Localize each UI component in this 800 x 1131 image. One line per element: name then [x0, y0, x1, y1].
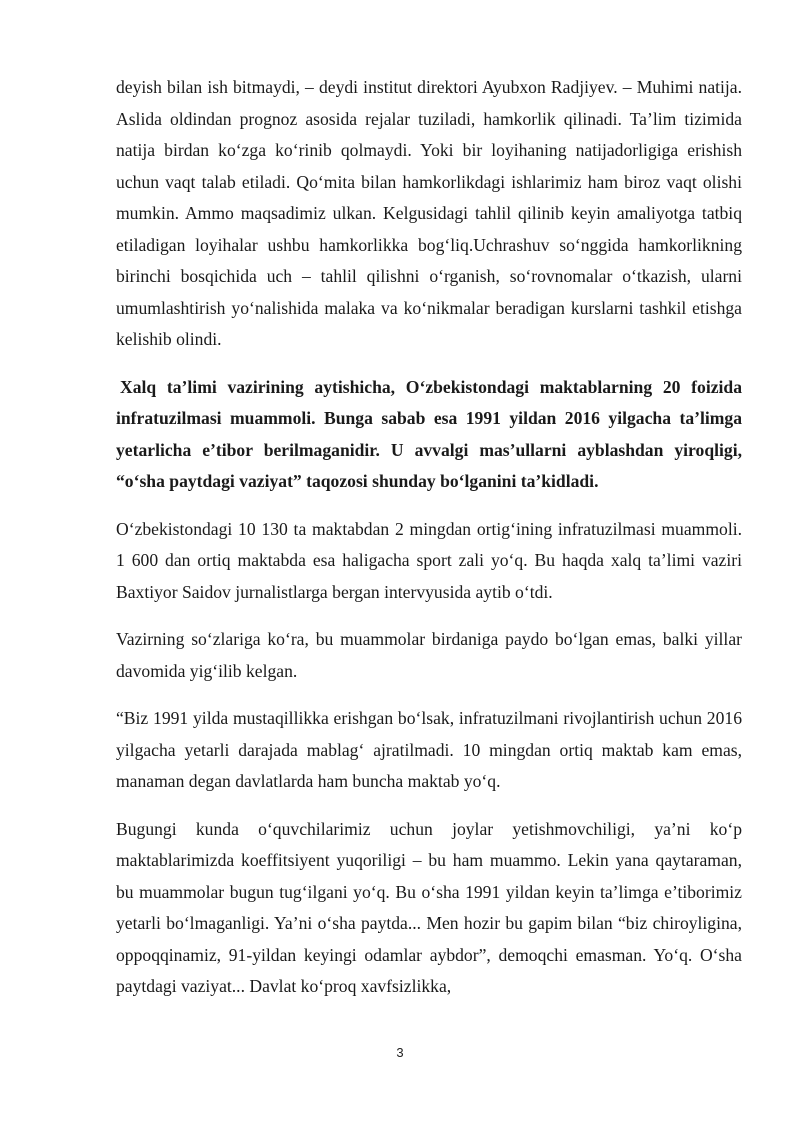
page-number: 3 — [396, 1045, 404, 1060]
paragraph-today-problems: Bugungi kunda o‘quvchilarimiz uchun joylar yetishmovchiligi, ya’ni ko‘p maktablarimizda koeffitsiyent yuqoriligi – bu ham muammo. Lekin yana qaytaraman, bu muammolar bugun tug‘ilgani yo‘q. Bu o‘sha 1991 yildan keyin ta’limga e’tiborimiz yetarli bo‘lmaganligi. Ya’ni o‘sha paytda... Men hozir bu gapim bilan “biz chiroyligina, oppoqqinamiz, 91-yildan keyingi odamlar aybdor”, demoqchi emasman. Yo‘q. O‘sha paytdagi vaziyat... Davlat ko‘proq xavfsizlikka, — [116, 818, 742, 996]
paragraph-minister-summary: Xalq ta’limi vazirining aytishicha, O‘zbekistondagi maktablarning 20 foizida infratuzilmasi muammoli. Bunga sabab esa 1991 yildan 2016 yilgacha ta’limga yetarlicha e’tibor berilmaganidir. U avvalgi mas’ullarni ayblashdan yiroqligi, “o‘sha paytdagi vaziyat” taqozosi shunday bo‘lganini ta’kidladi. — [116, 376, 742, 491]
paragraph-minister-words: Vazirning so‘zlariga ko‘ra, bu muammolar birdaniga paydo bo‘lgan emas, balki yillar davomida yig‘ilib kelgan. — [116, 629, 742, 681]
paragraph-quote-1991: “Biz 1991 yilda mustaqillikka erishgan bo‘lsak, infratuzilmani rivojlantirish uchun 2016 yilgacha yetarli darajada mablag‘ ajratilmadi. 10 mingdan ortiq maktab kam emas, manaman degan davlatlarda ham buncha maktab yo‘q. — [116, 708, 742, 791]
document-body — [116, 72, 742, 1003]
paragraph-schools-stats: O‘zbekistondagi 10 130 ta maktabdan 2 mingdan ortig‘ining infratuzilmasi muammoli. 1 600 dan ortiq maktabda esa haligacha sport zali yo‘q. Bu haqda xalq ta’limi vaziri Baxtiyor Saidov jurnalistlarga bergan intervyusida aytib o‘tdi. — [116, 518, 742, 602]
paragraph-intro-quote: deyish bilan ish bitmaydi, – deydi institut direktori Ayubxon Radjiyev. – Muhimi natija. Aslida oldindan prognoz asosida rejalar tuziladi, hamkorlik qilinadi. Ta’lim tizimida natija birdan ko‘zga ko‘rinib qolmaydi. Yoki bir loyihaning natijadorligiga erishish uchun vaqt talab etiladi. Qo‘mita bilan hamkorlikdagi ishlarimiz ham biroz vaqt olishi mumkin. Ammo maqsadimiz ulkan. Kelgusidagi tahlil qilinib keyin amaliyotga tatbiq etiladigan loyihalar ushbu hamkorlikka bog‘liq.Uchrashuv so‘nggida hamkorlikning birinchi bosqichida uch – tahlil qilishni o‘rganish, so‘rovnomalar o‘tkazish, ularni umumlashtirish yo‘nalishida malaka va ko‘nikmalar beradigan kurslarni tashkil etishga kelishib olindi. — [116, 77, 742, 349]
